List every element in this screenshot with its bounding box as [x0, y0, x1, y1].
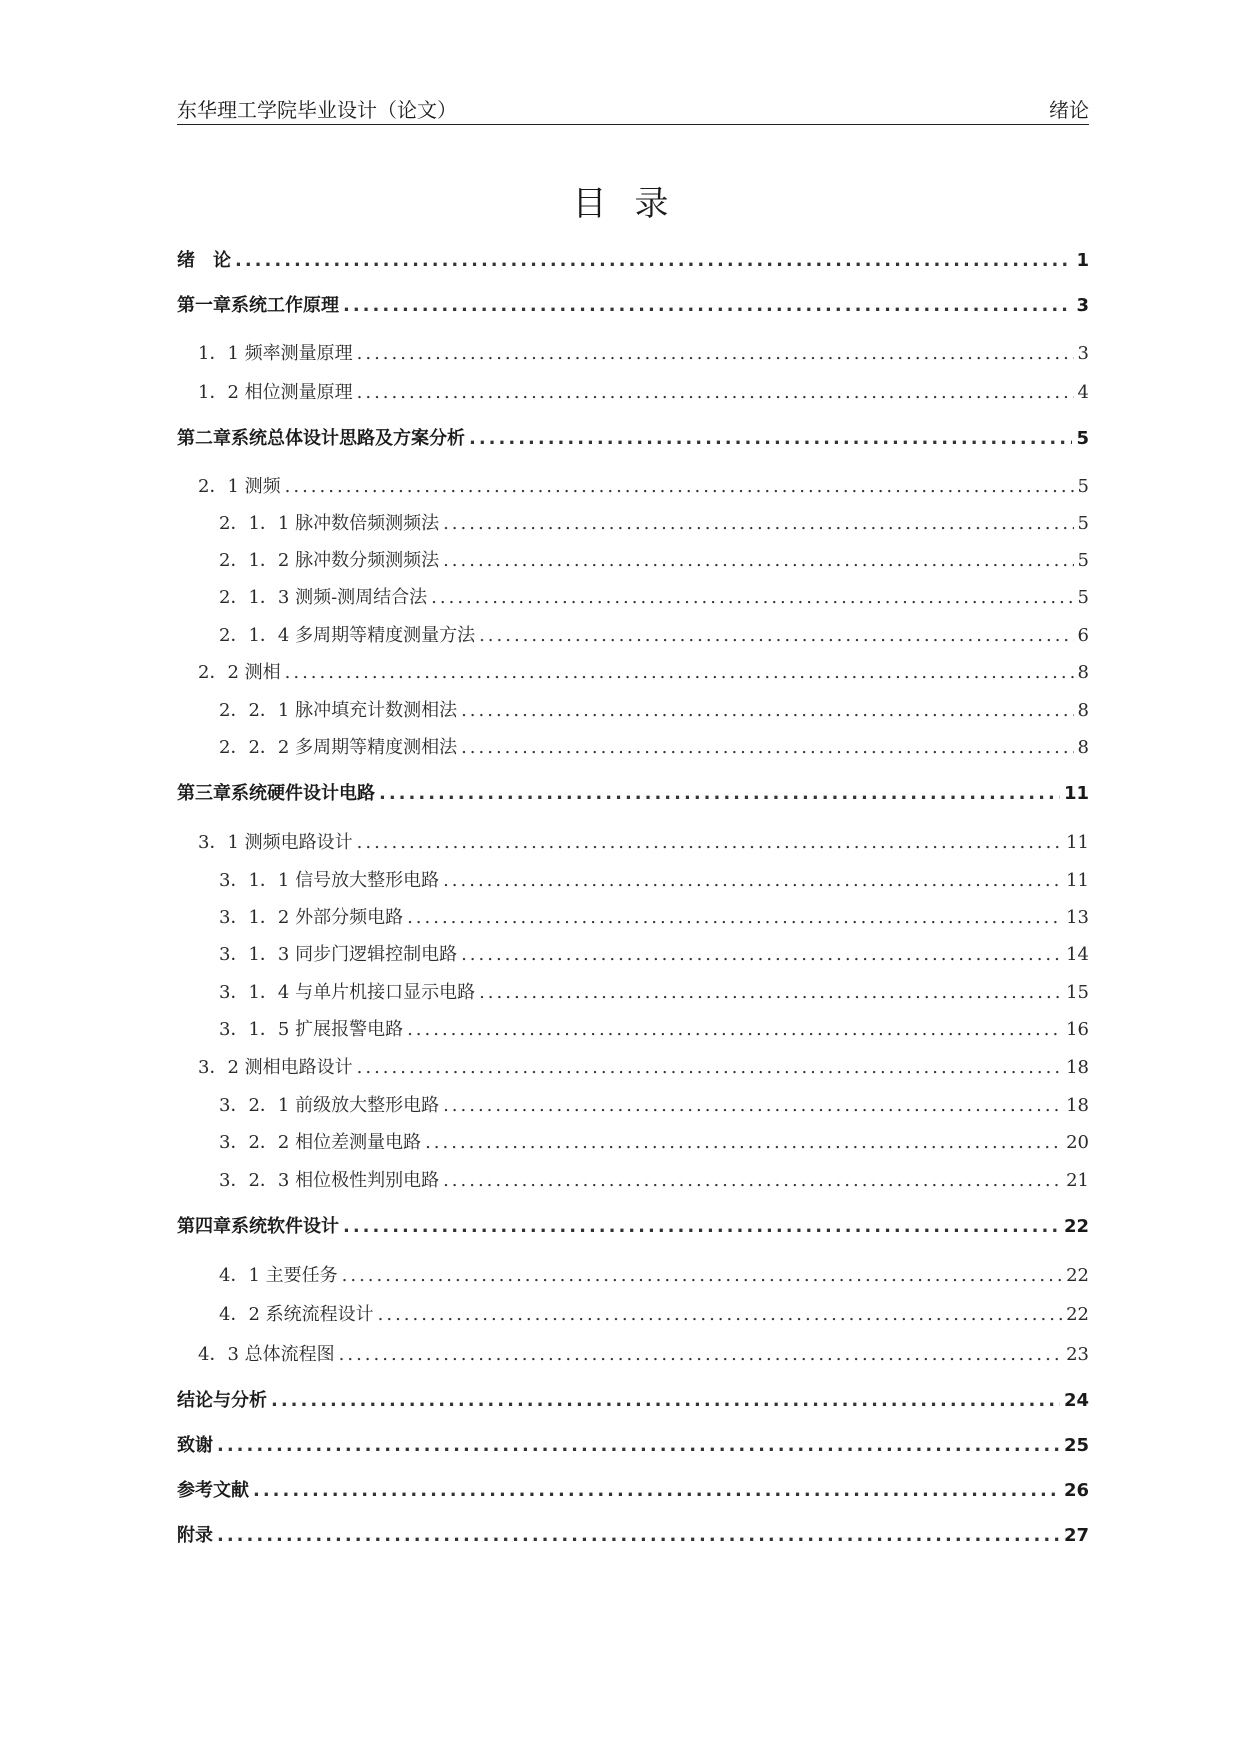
toc-entry-label: 致谢 — [177, 1435, 213, 1456]
toc-entry-label: 第三章系统硬件设计电路 — [177, 783, 375, 804]
toc-entry[interactable] — [177, 1386, 1089, 1414]
header-document-title: 东华理工学院毕业设计（论文） — [177, 98, 457, 122]
toc-leader-dots — [461, 944, 1062, 965]
toc-entry-label: 2．2．2 多周期等精度测相法 — [219, 737, 458, 758]
toc-entry[interactable] — [219, 866, 1089, 894]
toc-entry-label: 4．3 总体流程图 — [198, 1344, 335, 1365]
toc-leader-dots — [357, 382, 1074, 403]
toc-entry-label: 3．1．4 与单片机接口显示电路 — [219, 982, 476, 1003]
toc-entry-label: 结论与分析 — [177, 1390, 267, 1411]
toc-leader-dots — [343, 295, 1072, 316]
toc-entry-page: 25 — [1063, 1435, 1089, 1456]
toc-entry-page: 14 — [1066, 944, 1089, 965]
toc-entry-page: 24 — [1063, 1390, 1089, 1411]
toc-entry-page: 21 — [1066, 1170, 1089, 1191]
toc-entry-label: 2．1．4 多周期等精度测量方法 — [219, 625, 476, 646]
toc-entry-label: 2．2 测相 — [198, 662, 281, 683]
toc-entry-label: 2．2．1 脉冲填充计数测相法 — [219, 700, 458, 721]
toc-leader-dots — [271, 1390, 1060, 1411]
toc-leader-dots — [217, 1525, 1060, 1546]
page-header — [177, 94, 1089, 125]
toc-entry-label: 3．1．3 同步门逻辑控制电路 — [219, 944, 458, 965]
toc-leader-dots — [343, 1216, 1060, 1237]
toc-entry-label: 第一章系统工作原理 — [177, 295, 339, 316]
toc-entry[interactable] — [198, 378, 1089, 406]
toc-entry-page: 27 — [1063, 1525, 1089, 1546]
toc-entry-label: 2．1 测频 — [198, 476, 281, 497]
toc-entry-page: 23 — [1066, 1344, 1089, 1365]
toc-entry-label: 4．1 主要任务 — [219, 1265, 338, 1286]
header-section-title: 绪论 — [1049, 98, 1089, 122]
toc-entry[interactable] — [177, 1476, 1089, 1504]
toc-leader-dots — [461, 700, 1073, 721]
toc-leader-dots — [479, 625, 1073, 646]
toc-entry-label: 参考文献 — [177, 1480, 249, 1501]
toc-entry[interactable] — [177, 1431, 1089, 1459]
toc-leader-dots — [339, 1344, 1062, 1365]
toc-entry-label: 附录 — [177, 1525, 213, 1546]
toc-entry-page: 1 — [1076, 250, 1089, 271]
toc-entry-page: 8 — [1077, 700, 1089, 721]
toc-leader-dots — [285, 662, 1074, 683]
toc-entry[interactable] — [219, 1128, 1089, 1156]
toc-entry-label: 绪 论 — [177, 250, 231, 271]
toc-entry[interactable] — [219, 1091, 1089, 1119]
toc-entry-page: 3 — [1077, 343, 1089, 364]
toc-entry[interactable] — [198, 1340, 1089, 1368]
toc-leader-dots — [217, 1435, 1060, 1456]
toc-leader-dots — [425, 1132, 1062, 1153]
toc-entry-page: 22 — [1066, 1304, 1089, 1325]
toc-leader-dots — [378, 1304, 1062, 1325]
toc-entry-page: 18 — [1066, 1057, 1089, 1078]
toc-entry[interactable] — [219, 621, 1089, 649]
toc-entry-page: 5 — [1077, 476, 1089, 497]
toc-entry-page: 11 — [1066, 832, 1089, 853]
toc-leader-dots — [443, 870, 1062, 891]
toc-heading: 目录 — [572, 184, 697, 224]
toc-entry[interactable] — [219, 1166, 1089, 1194]
toc-entry-page: 4 — [1077, 382, 1089, 403]
toc-leader-dots — [285, 476, 1074, 497]
toc-entry[interactable] — [219, 583, 1089, 611]
toc-leader-dots — [479, 982, 1062, 1003]
toc-entry-label: 1．1 频率测量原理 — [198, 343, 353, 364]
toc-leader-dots — [357, 832, 1062, 853]
toc-entry[interactable] — [219, 546, 1089, 574]
toc-entry[interactable] — [219, 509, 1089, 537]
toc-entry[interactable] — [177, 291, 1089, 319]
toc-leader-dots — [461, 737, 1073, 758]
toc-entry-label: 3．1．5 扩展报警电路 — [219, 1019, 404, 1040]
toc-entry[interactable] — [219, 696, 1089, 724]
toc-entry-page: 8 — [1077, 662, 1089, 683]
toc-leader-dots — [469, 428, 1072, 449]
toc-entry[interactable] — [198, 339, 1089, 367]
toc-entry[interactable] — [219, 940, 1089, 968]
toc-entry-label: 第四章系统软件设计 — [177, 1216, 339, 1237]
toc-entry-page: 5 — [1077, 587, 1089, 608]
toc-entry[interactable] — [219, 1261, 1089, 1289]
toc-entry[interactable] — [219, 1300, 1089, 1328]
toc-entry-page: 11 — [1063, 783, 1089, 804]
toc-entry[interactable] — [219, 733, 1089, 761]
toc-entry-page: 11 — [1066, 870, 1089, 891]
toc-entry-label: 3．2 测相电路设计 — [198, 1057, 353, 1078]
toc-leader-dots — [235, 250, 1072, 271]
toc-leader-dots — [443, 1095, 1062, 1116]
toc-entry-label: 3．1 测频电路设计 — [198, 832, 353, 853]
toc-entry-page: 26 — [1063, 1480, 1089, 1501]
toc-entry-page: 5 — [1077, 550, 1089, 571]
toc-leader-dots — [431, 587, 1073, 608]
toc-entry[interactable] — [219, 1015, 1089, 1043]
toc-leader-dots — [253, 1480, 1060, 1501]
toc-entry[interactable] — [177, 424, 1089, 452]
toc-entry[interactable] — [177, 246, 1089, 274]
toc-entry-page: 16 — [1066, 1019, 1089, 1040]
toc-entry-label: 3．2．2 相位差测量电路 — [219, 1132, 422, 1153]
toc-entry-label: 3．1．1 信号放大整形电路 — [219, 870, 440, 891]
toc-leader-dots — [407, 907, 1062, 928]
toc-entry[interactable] — [177, 1212, 1089, 1240]
toc-entry[interactable] — [177, 1521, 1089, 1549]
toc-leader-dots — [443, 513, 1073, 534]
toc-entry-page: 5 — [1077, 513, 1089, 534]
toc-leader-dots — [443, 1170, 1062, 1191]
toc-entry-page: 13 — [1066, 907, 1089, 928]
toc-entry-label: 1．2 相位测量原理 — [198, 382, 353, 403]
toc-entry[interactable] — [198, 1053, 1089, 1081]
toc-entry-page: 3 — [1076, 295, 1089, 316]
toc-entry[interactable] — [219, 903, 1089, 931]
toc-entry-page: 22 — [1066, 1265, 1089, 1286]
toc-entry-label: 2．1．1 脉冲数倍频测频法 — [219, 513, 440, 534]
toc-entry-label: 2．1．2 脉冲数分频测频法 — [219, 550, 440, 571]
toc-leader-dots — [357, 1057, 1062, 1078]
toc-entry[interactable] — [198, 658, 1089, 686]
toc-entry-label: 3．1．2 外部分频电路 — [219, 907, 404, 928]
toc-leader-dots — [357, 343, 1074, 364]
toc-entry-page: 15 — [1066, 982, 1089, 1003]
toc-entry[interactable] — [177, 779, 1089, 807]
toc-entry-page: 8 — [1077, 737, 1089, 758]
toc-entry-label: 3．2．3 相位极性判别电路 — [219, 1170, 440, 1191]
toc-entry[interactable] — [219, 978, 1089, 1006]
toc-entry[interactable] — [198, 472, 1089, 500]
toc-entry-label: 2．1．3 测频-测周结合法 — [219, 587, 428, 608]
toc-entry-page: 5 — [1076, 428, 1089, 449]
toc-entry-page: 20 — [1066, 1132, 1089, 1153]
toc-leader-dots — [342, 1265, 1062, 1286]
toc-entry-label: 3．2．1 前级放大整形电路 — [219, 1095, 440, 1116]
toc-entry[interactable] — [198, 828, 1089, 856]
toc-leader-dots — [379, 783, 1060, 804]
toc-leader-dots — [407, 1019, 1062, 1040]
toc-entry-page: 22 — [1063, 1216, 1089, 1237]
toc-entry-label: 4．2 系统流程设计 — [219, 1304, 374, 1325]
toc-entry-page: 18 — [1066, 1095, 1089, 1116]
toc-leader-dots — [443, 550, 1073, 571]
toc-entry-page: 6 — [1077, 625, 1089, 646]
toc-entry-label: 第二章系统总体设计思路及方案分析 — [177, 428, 465, 449]
